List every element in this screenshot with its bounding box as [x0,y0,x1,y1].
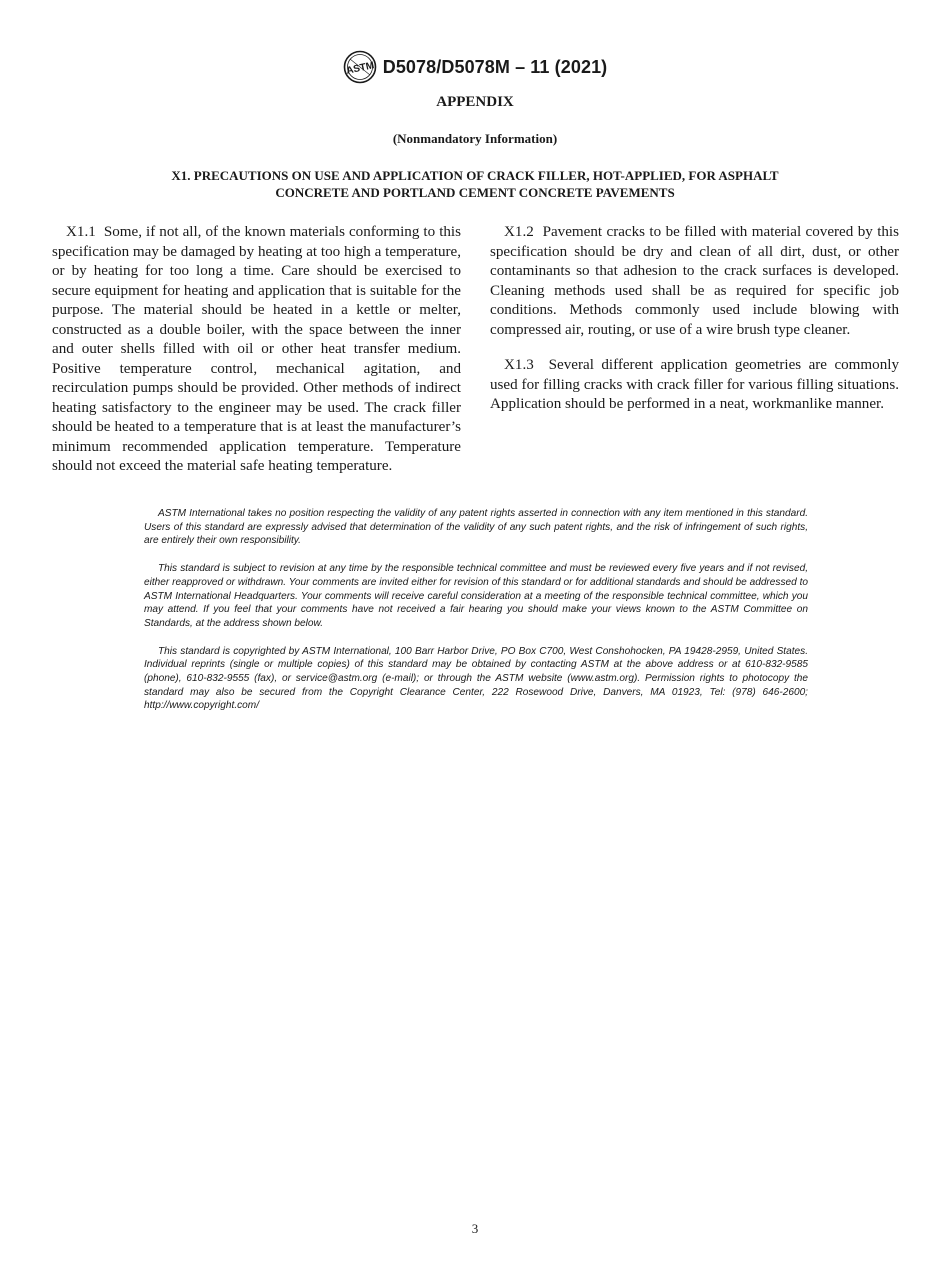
paragraph-number: X1.3 [504,357,534,373]
paragraph-text: Several different application geometries are commonly used for filling cracks with crack filler for various filling situations. Application should be performed in a neat, workmanlike manner. [490,357,899,412]
legal-notices [144,507,808,727]
copyright-notice: This standard is copyrighted by ASTM International, 100 Barr Harbor Drive, PO Box C700, West Conshohocken, PA 19428-2959, United States. Individual reprints (single or multiple copies) of this standard may be obtained by contacting ASTM at the above address or at 610-832-9585 (phone), 610-832-9555 (fax), or service@astm.org (e-mail); or through the ASTM website (www.astm.org). Permission rights to photocopy the standard may also be secured from the Copyright Clearance Center, 222 Rosewood Drive, Danvers, MA 01923, Tel: (978) 646-2600; http://www.copyright.com/ [144,645,808,712]
paragraph-text: Some, if not all, of the known materials conforming to this specification may be damaged by heating at too high a temperature, or by heating for too long a time. Care should be exercised to secure equipment for heating and application that is suitable for the purpose. The material should be heated in a kettle or melter, constructed as a double boiler, with the space between the inner and outer shells filled with oil or other heat transfer medium. Positive temperature control, mechanical agitation, and recirculation pumps should be provided. Other methods of indirect heating satisfactory to the engineer may be used. The crack filler should be heated to a temperature that is at least the manufacturer’s minimum recommended application temperature. Temperature should not exceed the material safe heating temperature. [52,224,462,474]
section-title [110,167,840,201]
left-column [52,223,461,493]
document-header [0,50,950,84]
paragraph-x1-2 [490,223,899,340]
document-id: D5078/D5078M – 11 (2021) [382,56,608,77]
section-title-line-2: CONCRETE AND PORTLAND CEMENT CONCRETE PAVEMENTS [275,185,675,200]
patent-notice: ASTM International takes no position respecting the validity of any patent rights asserted in connection with any item mentioned in this standard. Users of this standard are expressly advised that determination of the validity of any such patent rights, and the risk of infringement of such rights, are entirely their own responsibility. [144,508,808,547]
paragraph-x1-3 [490,356,899,415]
appendix-subtitle: (Nonmandatory Information) [392,131,558,146]
paragraph-text: Pavement cracks to be filled with material covered by this specification should be dry and clean of all dirt, dust, or other contaminants so that adhesion to the crack surfaces is developed. Cleaning methods used shall be as required for specific job conditions. Methods commonly used include blowing with compressed air, routing, or use of a wire brush type cleaner. [490,224,900,338]
appendix-title: APPENDIX [436,94,514,110]
section-title-line-1: X1. PRECAUTIONS ON USE AND APPLICATION OF CRACK FILLER, HOT-APPLIED, FOR ASPHALT [171,168,779,183]
paragraph-x1-1 [52,223,461,477]
paragraph-number: X1.1 [66,224,96,240]
astm-logo-icon [343,50,377,84]
right-column [490,223,899,431]
paragraph-number: X1.2 [504,224,534,240]
revision-notice: This standard is subject to revision at any time by the responsible technical committee and must be reviewed every five years and if not revised, either reapproved or withdrawn. Your comments are invited either for revision of this standard or for additional standards and should be addressed to ASTM International Headquarters. Your comments will receive careful consideration at a meeting of the responsible technical committee, which you may attend. If you feel that your comments have not received a fair hearing you should make your views known to the ASTM Committee on Standards, at the address shown below. [144,563,808,629]
svg-text:ASTM: ASTM [345,60,376,77]
page-number: 3 [471,1221,479,1236]
